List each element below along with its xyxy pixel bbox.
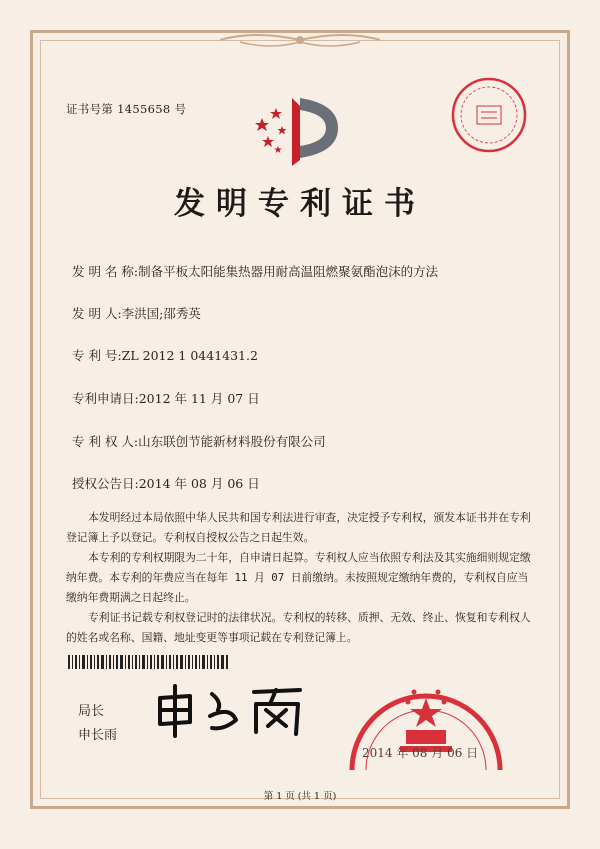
field-label: 专 利 权 人:	[72, 434, 139, 449]
field-invention-name	[72, 262, 438, 280]
body-paragraphs	[66, 508, 536, 648]
field-label: 发 明 名 称:	[72, 264, 139, 279]
tax-stamp-icon	[450, 76, 528, 154]
patent-office-logo-icon	[242, 80, 350, 176]
barcode-icon	[68, 655, 228, 669]
certificate-number	[66, 101, 186, 117]
cert-number-value: 1455658	[117, 102, 171, 116]
field-application-date	[72, 389, 260, 407]
field-patent-number	[72, 346, 258, 364]
signature-icon	[150, 680, 310, 740]
field-value: ZL 2012 1 0441431.2	[121, 348, 258, 363]
field-label: 发 明 人:	[72, 306, 122, 321]
body-paragraph-1: 本发明经过本局依照中华人民共和国专利法进行审查，决定授予专利权，颁发本证书并在专利登记簿上予以登记。专利权自授权公告之日起生效。	[66, 511, 531, 544]
field-value: 2014 年 08 月 06 日	[138, 476, 260, 491]
page-number: 第 1 页 (共 1 页)	[263, 791, 337, 802]
field-inventor	[72, 304, 201, 322]
director-name: 申长雨	[78, 728, 118, 743]
field-grant-date	[72, 474, 260, 492]
cert-number-prefix: 证书号第	[66, 102, 114, 116]
body-paragraph-3: 专利证书记载专利权登记时的法律状况。专利权的转移、质押、无效、终止、恢复和专利权人的姓名或名称、国籍、地址变更等事项记载在专利登记簿上。	[66, 611, 531, 644]
body-paragraph-2: 本专利的专利权期限为二十年，自申请日起算。专利权人应当依照专利法及其实施细则规定缴纳年费。本专利的年费应当在每年 11 月 07 日前缴纳。未按照规定缴纳年费的，专利权自应当缴纳年费期满之日起终止。	[66, 551, 531, 604]
cert-number-suffix: 号	[174, 102, 187, 116]
seal-date: 2014 年 08 月 06 日	[362, 746, 479, 760]
top-ornament-icon	[215, 28, 385, 52]
field-value: 2012 年 11 月 07 日	[138, 391, 260, 406]
field-patentee	[72, 432, 326, 450]
field-label: 授权公告日:	[72, 476, 139, 491]
field-label: 专利申请日:	[72, 391, 139, 406]
page-title: 发明专利证书	[174, 186, 426, 222]
field-label: 专 利 号:	[72, 348, 122, 363]
director-title: 局长	[78, 704, 105, 719]
field-value: 山东联创节能新材料股份有限公司	[138, 434, 326, 449]
field-value: 制备平板太阳能集热器用耐高温阻燃聚氨酯泡沫的方法	[138, 264, 439, 279]
field-value: 李洪国;邵秀英	[121, 306, 201, 321]
